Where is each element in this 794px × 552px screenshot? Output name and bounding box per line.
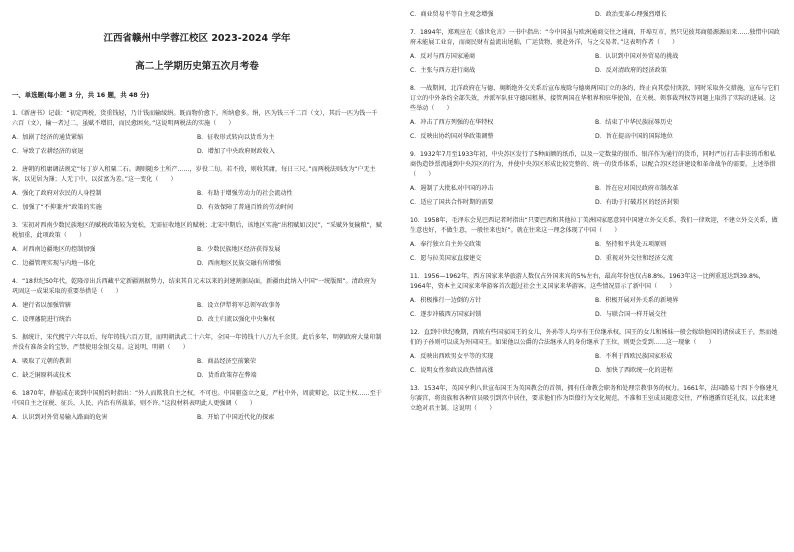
option-a: A．认识到对外贸易输入路面的危害: [12, 414, 108, 421]
question-3: [12, 221, 382, 269]
question-options: [410, 118, 780, 142]
question-options: [410, 52, 780, 76]
question-stem: 4．“18世纪50年代，乾隆帝出兵西藏平定新疆割据势力，结束其自元末以来的封建割据局面，新疆由此纳入中国“一统版图”。清政府为巩固这一成果采取的重要举措是（ ）: [12, 278, 377, 295]
question-options: [410, 240, 780, 264]
option-a: A．建行省以加强管辖: [12, 302, 72, 309]
option-c: C．反映出协约国对华政策调整: [410, 133, 494, 140]
option-c: C．适应了国共合作时期的需要: [410, 199, 494, 206]
question-options: [12, 301, 382, 325]
question-stem: 6．1870年，薛福成在谈到中国照约时指出：“外人而欺我自主之权，不可也。中国驱盗立之夏，严杜中外，周旋辩论，以定主权……至于中国自主之征税、征兵、人民、内治有所裁革，则不许。”这段材料表明此人更强调（ ）: [12, 390, 382, 407]
option-c: C．商业贸易平等自主观念增强: [410, 11, 494, 18]
option-c: C．缺乏铜原料或技术: [12, 372, 72, 379]
option-d: D．增加了中央政府财政收入: [197, 148, 275, 155]
question-stem: 13．1534年，英国亨利八世宣布国王为英国教会的首领，拥有任命教会职务和处理宗教事务的权力。1661年，法国路易十四下令修建凡尔赛宫，将贵族和各种官员吸引到宫中居住，要求他们作为臣僚行为文化规范，不准和王室成员随意交往，严格遵循宫廷礼仪，以此来建立绝对君主制。这说明（ ）: [410, 385, 778, 412]
option-d: D．与联合国一样开展交往: [595, 311, 667, 318]
option-d: D．反对清政府的经济政策: [595, 67, 667, 74]
option-c: C．边疆管理实现与内地一体化: [12, 260, 96, 267]
option-c: C．逐步冲破西方国家封锁: [410, 311, 482, 318]
question-stem: 1.《新唐书》记载：“初定两税，货重钱轻，乃计钱而输绫绢。既而物价愈下，所纳愈多。绢，匹为钱三千二百（文），其后一匹为钱一千六百（文），输一者过二，虽赋不增旧，而民愈困矣。”这说明两税法的实施（ ）: [12, 110, 378, 127]
question-stem: 5．据统计，宋代熙宁六年以后，每年铸钱六百万贯，而明朝洪武二十六年，全国一年铸钱十八万九千余贯。此后多年，明朝政府大量印制并没有准备金的宝钞，严禁使用金银交易。这说明，明朝（ ）: [12, 334, 382, 351]
option-a: A．加剧了经济的通货紧缩: [12, 134, 84, 141]
option-d: D．西南地区民族交融有所增强: [197, 260, 281, 267]
option-c: C．导致了农耕经济的衰退: [12, 148, 84, 155]
option-a: A．反映出西欧男女平等的实现: [410, 353, 494, 360]
question-options: [410, 184, 780, 208]
option-c: C．加强了“不抑兼并”政策的实施: [12, 204, 102, 211]
option-a: A．反对与西方国家通商: [410, 53, 476, 60]
question-7: [410, 28, 780, 76]
option-a: A．强化了政府对农民的人身控制: [12, 190, 102, 197]
option-d: D．改土归流以强化中央集权: [197, 316, 275, 323]
question-5: [12, 333, 382, 381]
option-b: B．结束了中华民族屈辱历史: [595, 119, 673, 126]
question-options: [12, 357, 382, 381]
question-2: [12, 165, 382, 213]
option-b: B．有助于增强劳动力的社会流动性: [197, 190, 293, 197]
option-a: A．积极推行一边倒的方针: [410, 297, 482, 304]
question-8: [410, 84, 780, 142]
question-stem: 8．一战期间，北洋政府在与德、奥断绝外交关系后宣布废除与德奥两国订立的条约，终止向其偿付庚款，同时采取外交措施，宣布与它们订立的中外条约全部失效，并派军队驻守德国租界，接管两国在华租界和驻华使馆，在关税、领事裁判权等问题上取得了实际的进展。这些举动（ ）: [410, 85, 780, 112]
option-a: A．奉行独立自主外交政策: [410, 241, 482, 248]
option-c: C．说明女性参政议政热情高涨: [410, 367, 494, 374]
question-stem: 11．1956—1962年，西方国家来华旅游人数仅占外国来宾的5%左右，最高年份也仅占8.8%。1963年这一比例重返达到39.8%，1964年，资本主义国家来华游客首次超过社会主义国家来华游客。这些情况显示了新中国（ ）: [410, 273, 765, 290]
question-options: [12, 245, 382, 269]
question-4: [12, 277, 382, 325]
question-stem: 3．宋初对西南少数民族地区的赋税政策较为宽松，无需征收地区的赋税；北宋中期后，该地区实施“出租赋如汉民”，“采赋外复输粮”，赋税加重，此项政策（ ）: [12, 222, 382, 239]
option-a: A．遏制了大批私对中国的冲击: [410, 185, 494, 192]
option-a: A．对西南边疆地区的控制加强: [12, 246, 96, 253]
option-d: D．旨在提高中国的国际地位: [595, 133, 673, 140]
option-b: B．设立伊犁将军总领军政事务: [197, 302, 281, 309]
option-a: A．冲击了西方列强的在华特权: [410, 119, 494, 126]
question-options: [410, 352, 780, 376]
option-b: B．积极开展对外关系的新境界: [595, 297, 679, 304]
question-9: [410, 150, 780, 208]
option-d: D．重视对外交往和经济交流: [595, 255, 673, 262]
option-d: D．加快了西欧统一化的进程: [595, 367, 673, 374]
exam-paper-title: 高二上学期历史第五次月考卷: [135, 61, 259, 72]
option-b: B．坚持和平共处五项原则: [595, 241, 667, 248]
option-d: D．政治变革心理强烈增长: [595, 11, 667, 18]
option-c: C．主张与西方进行商战: [410, 67, 476, 74]
question-stem: 2．唐朝的租庸调法规定“每丁岁入租粟二石。调则随乡土所产……，岁役二旬。若不役，则收其庸，每日三尺。”而两税法则改为“户无主客，以见居为簿；人无丁中，以贫富为差。”这一变化（ ）: [12, 166, 376, 183]
option-b: B．征收形式转向以货币为主: [197, 134, 275, 141]
question-6: [12, 389, 382, 423]
option-d: D．有效保障了普通百姓的劳动时间: [197, 204, 294, 211]
question-10: [410, 216, 780, 264]
option-c: C．愿与拉美国家直接建交: [410, 255, 482, 262]
option-a: A．吸取了元朝的教训: [12, 358, 72, 365]
question-1: [12, 109, 382, 157]
option-b: B．商品经济空前繁荣: [197, 358, 257, 365]
left-column: [12, 0, 382, 431]
question-options: [12, 413, 382, 423]
question-stem: 7．1894年，郑观应在《盛世危言》一书中指出：“今中国虽与欧洲通商交往之通商，开埠互市，然只见彼邦商船源源而来……独惜中国政府未能展工业育，而商民财有益流出尾舶，广运货物，驶赴外洋，与之交易者。”这表明作者（ ）: [410, 29, 780, 46]
option-b: B．不利于西欧民族国家形成: [595, 353, 673, 360]
option-d: D．货币政策存在弊端: [197, 372, 257, 379]
section-heading: 一、单选题(每小题 3 分，共 16 题，共 48 分): [12, 91, 150, 99]
option-b: B．少数民族地区经济获得发展: [197, 246, 281, 253]
question-options: [410, 296, 780, 320]
question-12: [410, 328, 780, 376]
question-13: [410, 384, 780, 414]
question-options: [12, 133, 382, 157]
question-stem: 9．1932年7月至1933年初，中央苏区发行了5种面额的纸币，以及一定数量的银币、银洋作为通行的货币，同时严厉打击非法铸币和私商伪造钞票流通到中央苏区的行为，并使中央苏区形成比较完整的、统一的货币体系，以配合苏区经济建设和革命战争的需要。上述举措（ ）: [410, 151, 776, 178]
option-b: B．开始了中国近代化的探索: [197, 414, 275, 421]
option-d: D．有助于打破苏区的经济封锁: [595, 199, 679, 206]
question-6-continued-options: [410, 10, 780, 20]
option-b: B．认识到中国对外贸易的挑战: [595, 53, 679, 60]
question-stem: 12．直到中世纪晚期，西欧有些国家国王的女儿，外孙等人均享有王位继承权。国王的女儿和姊妹一般会嫁给他国的诸侯或王子，然而她们的子孙则可以成为外国国王。如果他以公爵的合法继承人的身份继承了王位，则更会受到……这一现象（ ）: [410, 329, 778, 346]
option-b: B．旨在应对国民政府市制改革: [595, 185, 679, 192]
question-11: [410, 272, 780, 320]
question-stem: 10．1958年，毛泽东会见巴西记者时指出“只要巴西和其他拉丁美洲国家愿意同中国建立外交关系，我们一律欢迎，不建立外交关系，做生意也好，不做生意，一般往来也好”。就在往来这一理念体现了中国（ ）: [410, 217, 778, 234]
right-column: [410, 0, 780, 414]
question-options: [12, 189, 382, 213]
exam-school-title: 江西省赣州中学蓉江校区 2023-2024 学年: [103, 33, 291, 44]
option-c: C．设理藩院进行统治: [12, 316, 72, 323]
